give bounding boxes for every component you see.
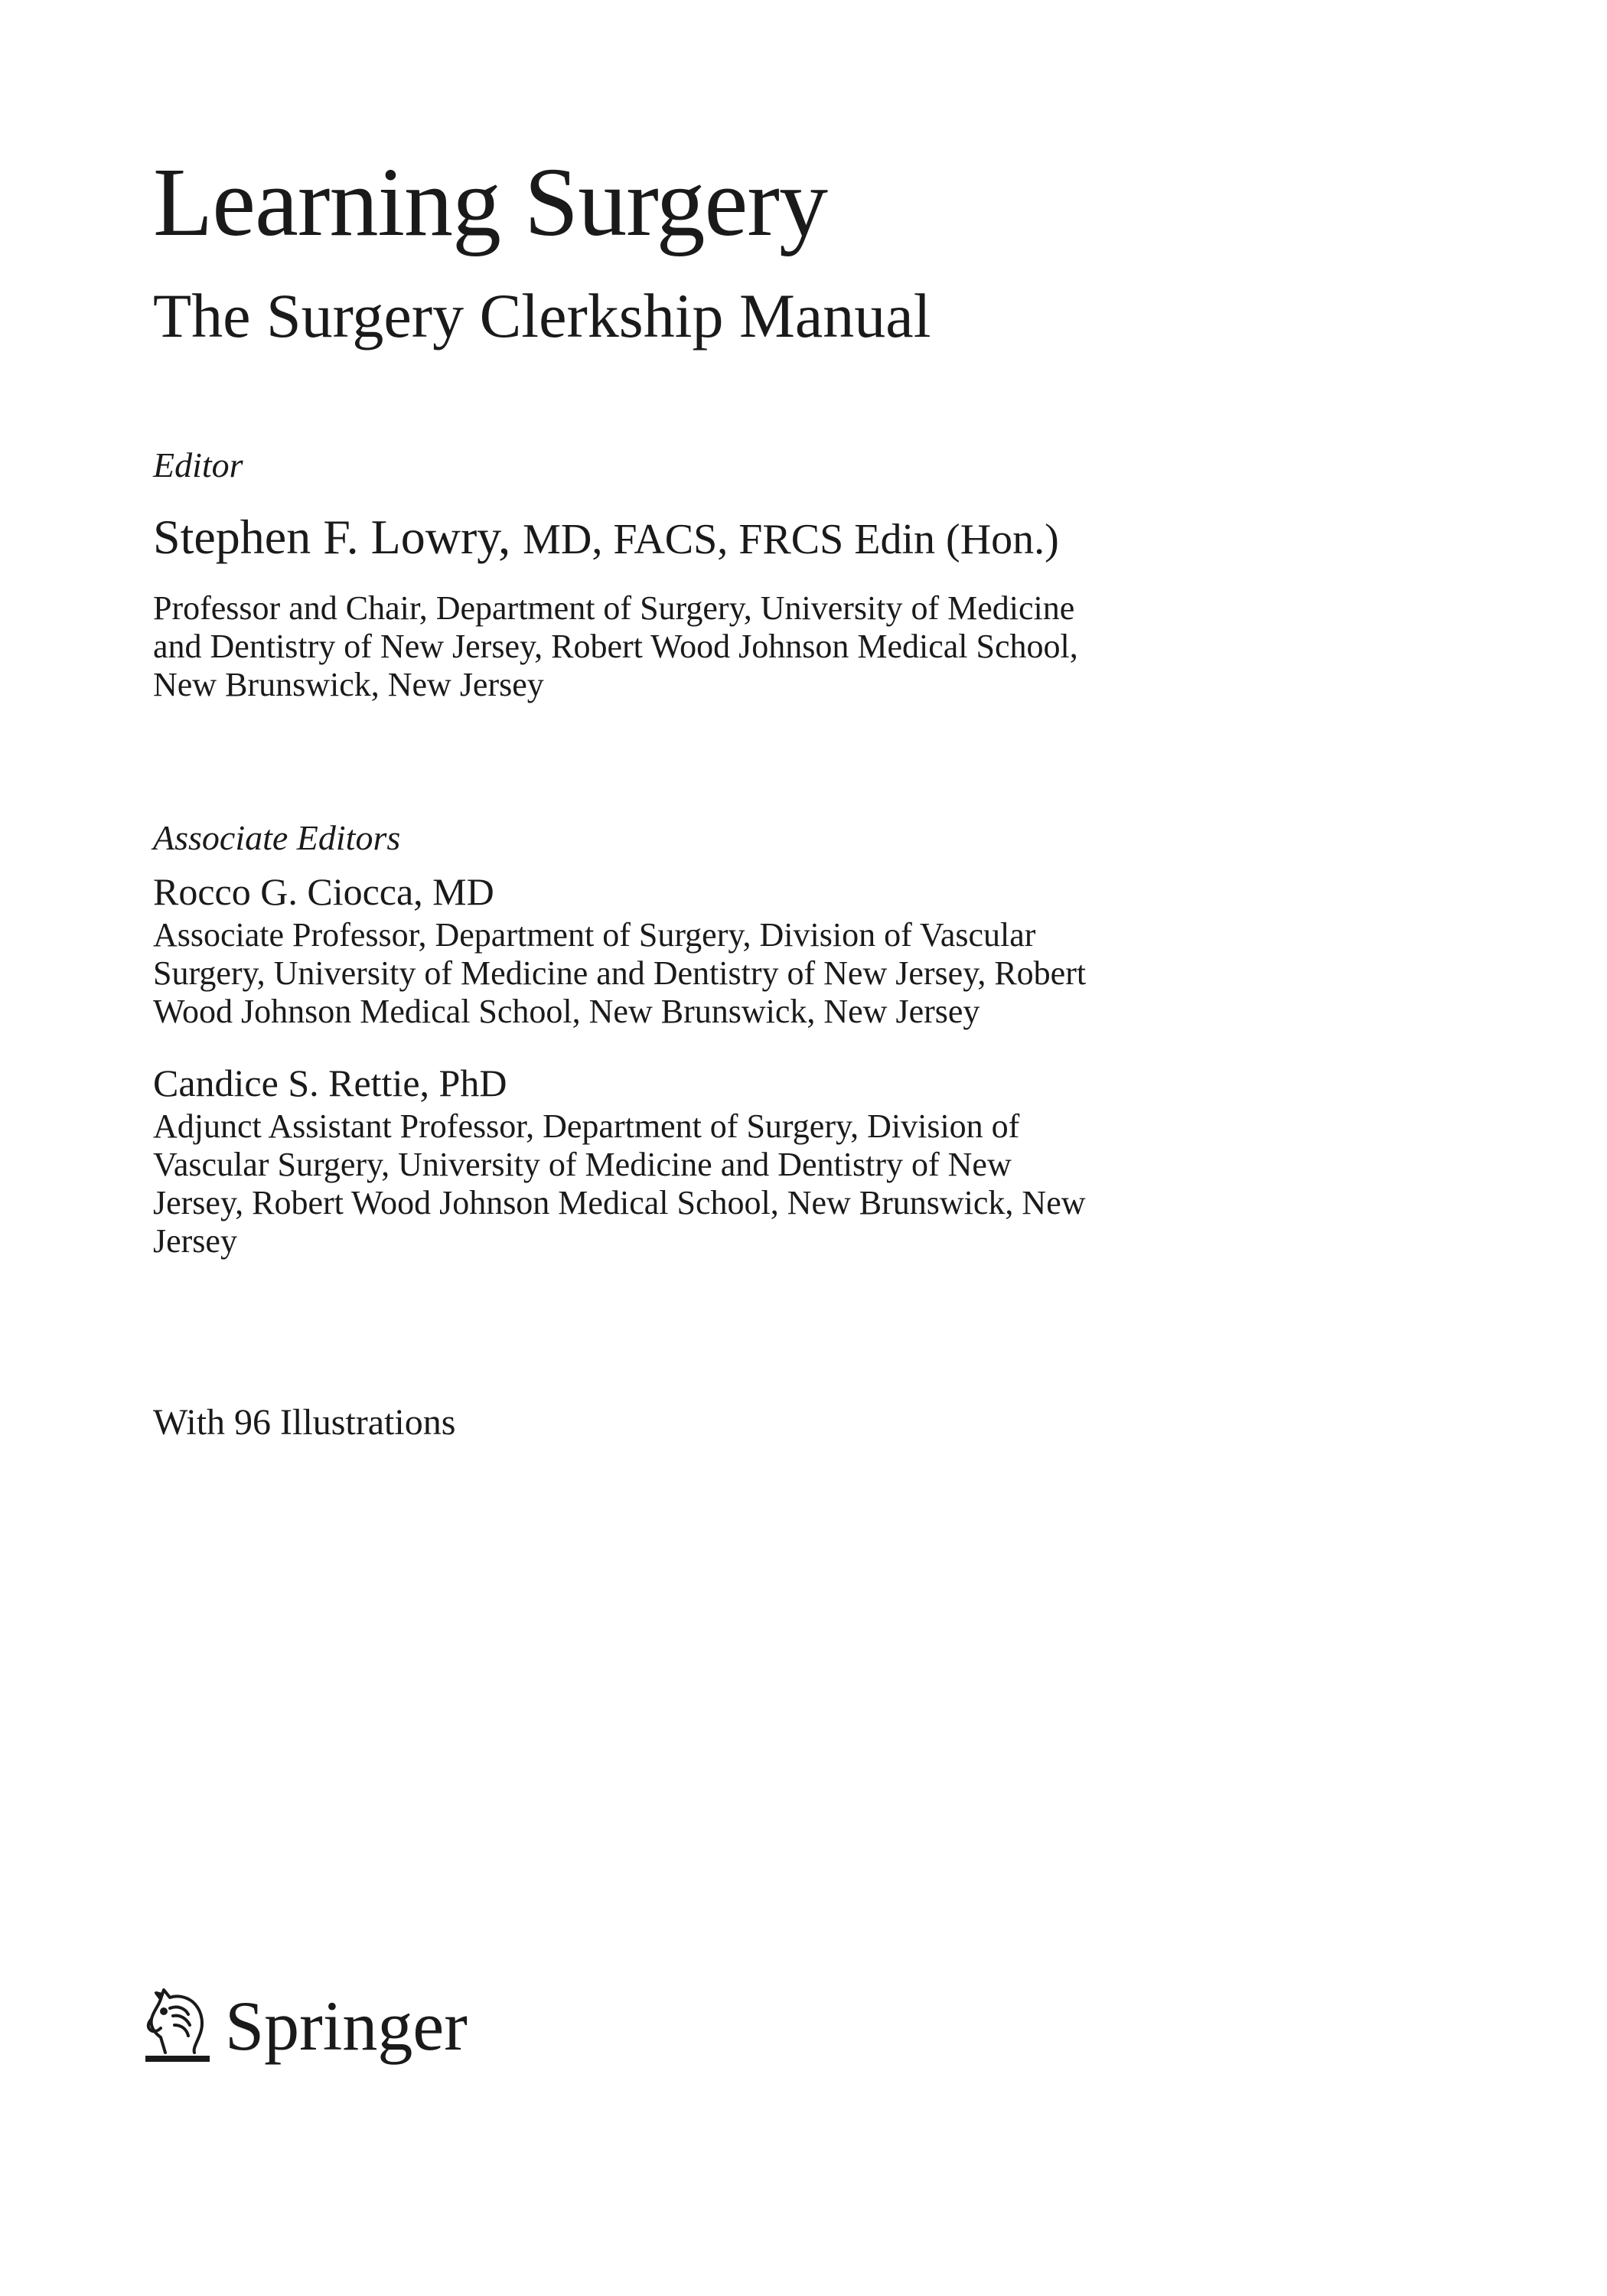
affiliation-line: Surgery, University of Medicine and Dentistry of New Jersey, Robert bbox=[153, 954, 1087, 992]
affiliation-line: Professor and Chair, Department of Surgery, University of Medicine bbox=[153, 589, 1075, 627]
editor-credentials: MD, FACS, FRCS Edin (Hon.) bbox=[523, 516, 1059, 563]
book-subtitle: The Surgery Clerkship Manual bbox=[153, 281, 931, 351]
associate-editor-name: Candice S. Rettie, PhD bbox=[153, 1062, 507, 1104]
editor-affiliation bbox=[153, 589, 1078, 704]
affiliation-line: Vascular Surgery, University of Medicine and Dentistry of New bbox=[153, 1146, 1012, 1183]
affiliation-line: Associate Professor, Department of Surgery, Division of Vascular bbox=[153, 916, 1036, 954]
editor-name: Stephen F. Lowry, bbox=[153, 510, 511, 564]
publisher-logo bbox=[139, 1982, 468, 2068]
book-title: Learning Surgery bbox=[153, 148, 827, 256]
associate-editors-label: Associate Editors bbox=[153, 818, 401, 857]
affiliation-line: Jersey bbox=[153, 1222, 237, 1260]
affiliation-line: New Brunswick, New Jersey bbox=[153, 666, 544, 703]
publisher-name: Springer bbox=[225, 1987, 468, 2065]
associate-editor-affiliation bbox=[153, 916, 1086, 1031]
associate-editor-name: Rocco G. Ciocca, MD bbox=[153, 870, 494, 913]
affiliation-line: Adjunct Assistant Professor, Department of Surgery, Division of bbox=[153, 1107, 1020, 1145]
illustrations-note: With 96 Illustrations bbox=[153, 1402, 456, 1443]
affiliation-line: and Dentistry of New Jersey, Robert Wood Johnson Medical School, bbox=[153, 628, 1078, 665]
affiliation-line: Wood Johnson Medical School, New Brunswick, New Jersey bbox=[153, 993, 980, 1030]
affiliation-line: Jersey, Robert Wood Johnson Medical School, New Brunswick, New bbox=[153, 1184, 1086, 1221]
editor-name-line bbox=[153, 510, 1059, 564]
associate-editor-affiliation bbox=[153, 1107, 1086, 1261]
editor-label: Editor bbox=[153, 445, 243, 484]
springer-horse-head-icon bbox=[139, 1982, 216, 2068]
